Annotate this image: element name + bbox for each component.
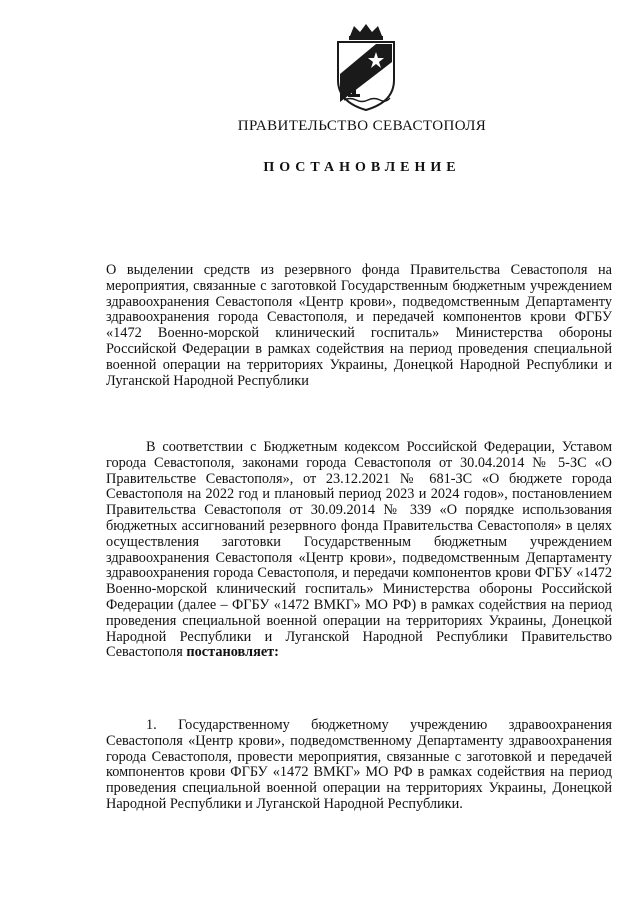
government-name: ПРАВИТЕЛЬСТВО СЕВАСТОПОЛЯ (237, 118, 487, 134)
preamble-text: В соответствии с Бюджетным кодексом Российской Федерации, Уставом города Севастополя, законами города Севастополя от 30.04.2014 № 5-ЗС «О Правительстве Севастополя», от 23.12.2021 № 681-ЗС «О бюджете города Севастополя на 2022 год и плановый период 2023 и 2024 годов», постановлением Правительства Севастополя от 30.09.2014 № 339 «О порядке использования бюджетных ассигнований резервного фонда Правительства Севастополя» в целях осуществления заготовки Государственным бюджетным учреждением здравоохранения Севастополя «Центр крови», подведомственным Департаменту здравоохранения города Севастополя, и передачи компонентов крови ФГБУ «1472 Военно-морской клинический госпиталь» Министерства обороны Российской Федерации (далее – ФГБУ «1472 ВМКГ» МО РФ) в рамках содействия на период проведения специальной военной операции на территориях Украины, Донецкой Народной Республики и Луганской Народной Республики Правительство Севастополя (106, 439, 612, 661)
decree-preamble (106, 440, 612, 661)
decree-title: О выделении средств из резервного фонда Правительства Севастополя на мероприятия, связанные с заготовкой Государственным бюджетным учреждением здравоохранения Севастополя «Центр крови», подведомственным Департаменту здравоохранения города Севастополя, и передачей компонентов крови ФГБУ «1472 Военно-морской клинический госпиталь» Министерства обороны Российской Федерации в рамках содействия на период проведения специальной военной операции на территориях Украины, Донецкой Народной Республики и Луганской Народной Республики (106, 262, 612, 389)
coat-of-arms-icon (330, 22, 402, 112)
decree-item (106, 718, 612, 813)
document-type: ПОСТАНОВЛЕНИЕ (263, 160, 461, 175)
item-text: Государственному бюджетному учреждению здравоохранения Севастополя «Центр крови», подведомственному Департаменту здравоохранения города Севастополя, провести мероприятия, связанные с заготовкой и передачей компонентов крови ФГБУ «1472 ВМКГ» МО РФ в рамках содействия на период проведения специальной военной операции на территориях Украины, Донецкой Народной Республики и Луганской Народной Республики. (106, 717, 612, 812)
decree-word: постановляет: (186, 644, 279, 661)
item-number: 1. (146, 717, 157, 733)
